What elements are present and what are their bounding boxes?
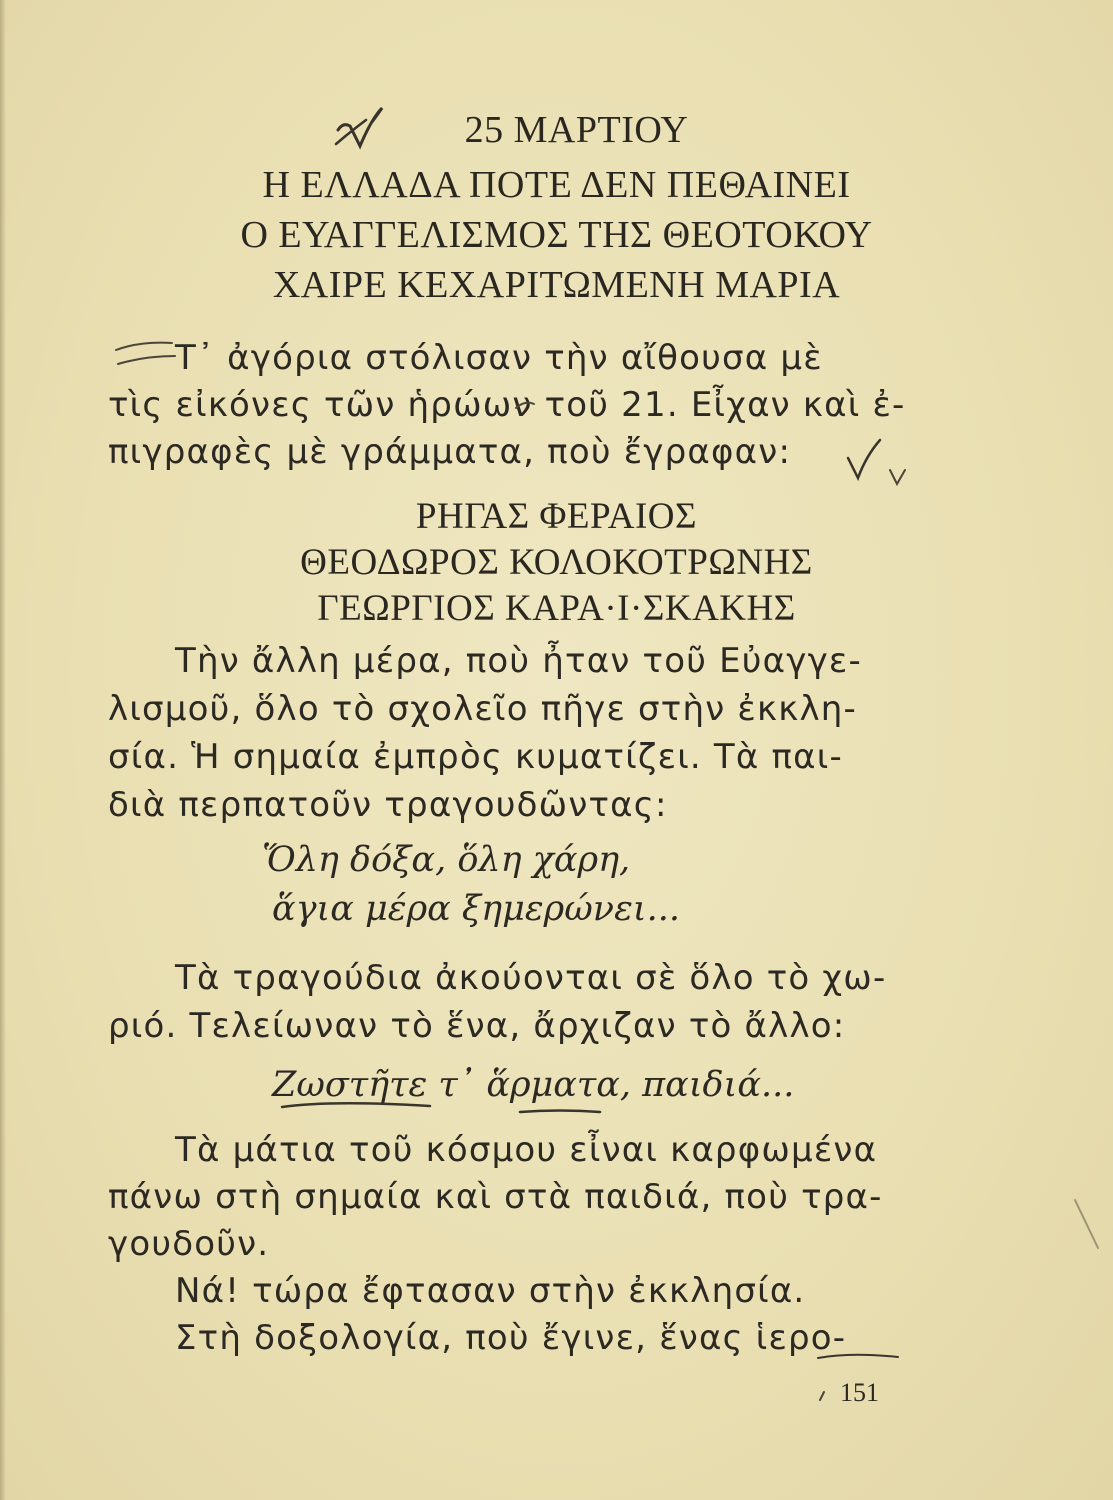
paragraph-2-line-2: λισμοῦ, ὅλο τὸ σχολεῖο πῆγε στὴν ἐκκλη- — [108, 689, 857, 729]
title-line-2: Ο ΕΥΑΓΓΕΛΙΣΜΟΣ ΤΗΣ ΘΕΟΤΟΚΟΥ — [240, 214, 873, 256]
date-heading: 25 ΜΑΡΤΙΟΥ — [464, 109, 689, 151]
paragraph-4-line-2: πάνω στὴ σημαία καὶ στὰ παιδιά, ποὺ τρα- — [108, 1177, 883, 1217]
hero-name-2: ΘΕΟΔΩΡΟΣ ΚΟΛΟΚΟΤΡΩΝΗΣ — [300, 542, 813, 583]
title-line-3: ΧΑΙΡΕ ΚΕΧΑΡΙΤΩΜΕΝΗ ΜΑΡΙΑ — [272, 264, 841, 306]
paragraph-3-line-1: Τὰ τραγούδια ἀκούονται σὲ ὅλο τὸ χω- — [175, 958, 887, 998]
paragraph-5-line: Νά! τώρα ἔφτασαν στὴν ἐκκλησία. — [175, 1271, 806, 1311]
paragraph-4-line-1: Τὰ μάτια τοῦ κόσμου εἶναι καρφωμένα — [175, 1130, 878, 1170]
title-line-1: Η ΕΛΛΑΔΑ ΠΟΤΕ ΔΕΝ ΠΕΘΑΙΝΕΙ — [262, 164, 851, 206]
paragraph-1-line-1: Τ᾽ ἀγόρια στόλισαν τὴν αἴθουσα μὲ — [175, 338, 823, 378]
paragraph-2-line-1: Τὴν ἄλλη μέρα, ποὺ ἦταν τοῦ Εὐαγγε- — [175, 641, 862, 681]
paragraph-1-line-2: τὶς εἰκόνες τῶν ἡρώων τοῦ 21. Εἶχαν καὶ ἐ- — [108, 385, 906, 425]
paragraph-2-line-3: σία. Ἡ σημαία ἐμπρὸς κυματίζει. Τὰ παι- — [108, 737, 843, 777]
verse-1-line-2: ἅγια μέρα ξημερώνει... — [272, 889, 680, 929]
paragraph-1-line-3: πιγραφὲς μὲ γράμματα, ποὺ ἔγραφαν: — [108, 432, 792, 472]
paragraph-4-line-3: γουδοῦν. — [108, 1224, 270, 1264]
paragraph-2-line-4: διὰ περπατοῦν τραγουδῶντας: — [108, 785, 668, 825]
verse-2-line: Ζωστῆτε τ᾽ ἅρματα, παιδιά... — [272, 1065, 795, 1105]
page-number: 151 — [840, 1378, 879, 1407]
paragraph-6-line: Στὴ δοξολογία, ποὺ ἔγινε, ἕνας ἱερο- — [175, 1318, 847, 1358]
paragraph-3-line-2: ριό. Τελείωναν τὸ ἕνα, ἄρχιζαν τὸ ἄλλο: — [108, 1006, 846, 1046]
hero-name-1: ΡΗΓΑΣ ΦΕΡΑΙΟΣ — [415, 496, 698, 537]
hero-name-3: ΓΕΩΡΓΙΟΣ ΚΑΡΑ·Ι·ΣΚΑΚΗΣ — [317, 588, 796, 629]
verse-1-line-1: Ὅλη δόξα, ὅλη χάρη, — [262, 840, 631, 880]
